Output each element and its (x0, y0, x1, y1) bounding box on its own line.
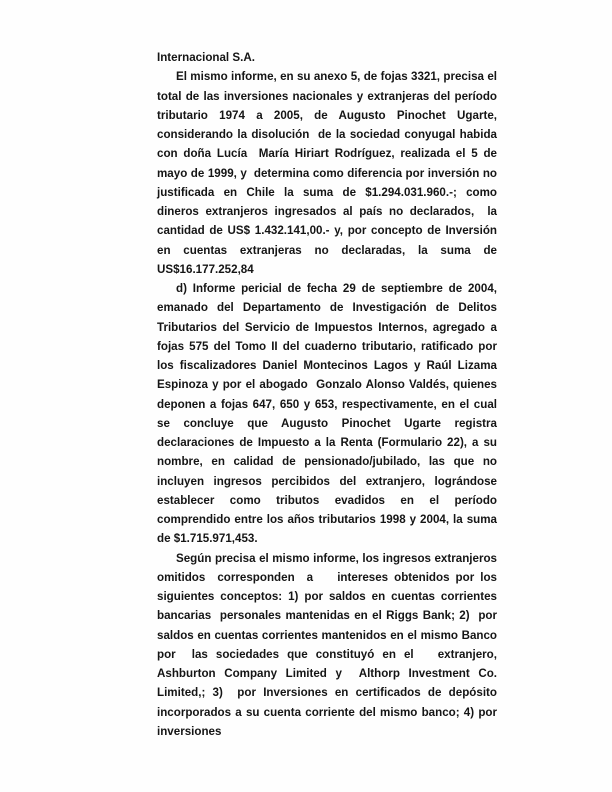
opening-line: Internacional S.A. (157, 51, 255, 64)
document-body (157, 48, 504, 741)
paragraph-foreign-income: Según precisa el mismo informe, los ingresos extranjeros omitidos corresponden a intereses obtenidos por los siguientes conceptos: 1) por saldos en cuentas corrientes bancarias personales mantenidas en el Riggs Bank; 2) por saldos en cuentas corrientes mantenidos en el mismo Banco por las sociedades que constituyó en el extranjero, Ashburton Company Limited y Althorp Investment Co. Limited,; 3) por Inversiones en certificados de depósito incorporados a su cuenta corriente del mismo banco; 4) por inversiones (157, 551, 504, 738)
paragraph-investments: El mismo informe, en su anexo 5, de fojas 3321, precisa el total de las inversiones nacionales y extranjeras del período tributario 1974 a 2005, de Augusto Pinochet Ugarte, considerando la disolución de la sociedad conyugal habida con doña Lucía María Hiriart Rodríguez, realizada el 5 de mayo de 1999, y determina como diferencia por inversión no justificada en Chile la suma de $1.294.031.960.-; como dineros extranjeros ingresados al país no declarados, la cantidad de US$ 1.432.141,00.- y, por concepto de Inversión en cuentas extranjeras no declaradas, la suma de US$16.177.252,84 (157, 70, 504, 276)
paragraph-expert-report: d) Informe pericial de fecha 29 de septiembre de 2004, emanado del Departamento de Investigación de Delitos Tributarios del Servicio de Impuestos Internos, agregado a fojas 575 del Tomo II del cuaderno tributario, ratificado por los fiscalizadores Daniel Montecinos Lagos y Raúl Lizama Espinoza y por el abogado Gonzalo Alonso Valdés, quienes deponen a fojas 647, 650 y 653, respectivamente, en el cual se concluye que Augusto Pinochet Ugarte registra declaraciones de Impuesto a la Renta (Formulario 22), a su nombre, en calidad de pensionado/jubilado, las que no incluyen ingresos percibidos del extranjero, lográndose establecer como tributos evadidos en el período comprendido entre los años tributarios 1998 y 2004, la suma de $1.715.971,453. (157, 282, 501, 546)
